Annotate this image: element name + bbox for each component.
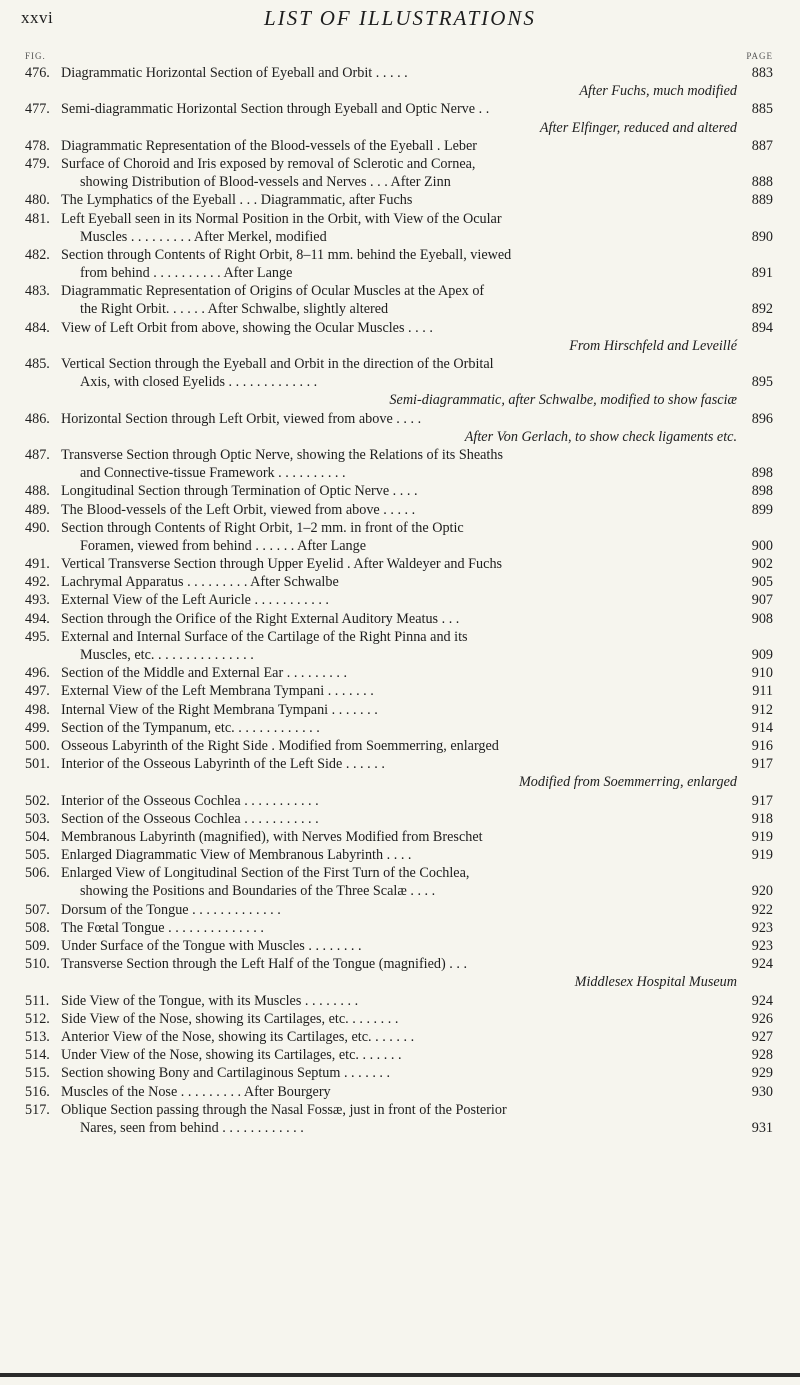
- page-reference: 914: [751, 719, 773, 736]
- page-reference: 927: [751, 1028, 773, 1045]
- entry-line: [25, 300, 773, 318]
- entry-text: The Lymphatics of the Eyeball . . . Diagrammatic, after Fuchs: [61, 192, 413, 209]
- list-item: [25, 846, 773, 864]
- figure-number: 484.: [25, 319, 50, 336]
- list-item: [25, 1064, 773, 1082]
- figure-number: 508.: [25, 919, 50, 936]
- entry-line: [25, 137, 773, 155]
- entry-text: from behind . . . . . . . . . . After Lange: [80, 265, 293, 282]
- page-reference: 920: [751, 883, 773, 900]
- entry-text: showing Distribution of Blood-vessels and Nerves . . . After Zinn: [80, 174, 451, 191]
- page-reference: 898: [751, 465, 773, 482]
- page-reference: 911: [752, 683, 773, 700]
- list-item: [25, 1028, 773, 1046]
- page-reference: 919: [751, 847, 773, 864]
- list-item: [25, 864, 773, 900]
- page-reference: 890: [751, 228, 773, 245]
- entry-line: [25, 64, 773, 82]
- entry-line: [25, 646, 773, 664]
- entry-text: External View of the Left Auricle . . . . . . . . . . .: [61, 592, 329, 609]
- entry-line: [25, 537, 773, 555]
- entry-line: [25, 792, 773, 810]
- entry-text: View of Left Orbit from above, showing the Ocular Muscles . . . .: [61, 319, 433, 336]
- list-item: [25, 792, 773, 810]
- list-item: [25, 682, 773, 700]
- figure-number: 499.: [25, 719, 50, 736]
- figure-number: 495.: [25, 628, 50, 645]
- fig-column-heading: FIG.: [25, 51, 46, 61]
- page-reference: 892: [751, 301, 773, 318]
- list-item: [25, 410, 773, 446]
- page-header: [0, 8, 800, 38]
- entry-line: [25, 628, 773, 646]
- entry-text: Membranous Labyrinth (magnified), with Nerves Modified from Breschet: [61, 828, 483, 845]
- entry-line: [25, 355, 773, 373]
- page-reference: 907: [751, 592, 773, 609]
- attribution: After Fuchs, much modified: [579, 83, 737, 100]
- page-reference: 908: [751, 610, 773, 627]
- list-item: [25, 319, 773, 355]
- attribution: Semi-diagrammatic, after Schwalbe, modified to show fasciæ: [389, 392, 737, 409]
- figure-number: 482.: [25, 246, 50, 263]
- entry-text: Anterior View of the Nose, showing its Cartilages, etc. . . . . . .: [61, 1028, 415, 1045]
- attribution-line: [25, 773, 773, 791]
- entry-text: Diagrammatic Representation of the Blood-vessels of the Eyeball . Leber: [61, 137, 478, 154]
- figure-number: 500.: [25, 737, 50, 754]
- list-item: [25, 1083, 773, 1101]
- entry-line: [25, 919, 773, 937]
- entry-text: Muscles of the Nose . . . . . . . . . After Bourgery: [61, 1083, 331, 1100]
- entry-text: Section through the Orifice of the Right External Auditory Meatus . . .: [61, 610, 460, 627]
- entry-line: [25, 446, 773, 464]
- page-reference: 924: [751, 956, 773, 973]
- figure-number: 479.: [25, 155, 50, 172]
- figure-number: 490.: [25, 519, 50, 536]
- entry-line: [25, 955, 773, 973]
- list-item: [25, 664, 773, 682]
- entry-line: [25, 1083, 773, 1101]
- list-item: [25, 828, 773, 846]
- figure-number: 502.: [25, 792, 50, 809]
- page-reference: 922: [751, 901, 773, 918]
- attribution: Modified from Soemmerring, enlarged: [518, 774, 737, 791]
- figure-number: 480.: [25, 192, 50, 209]
- entry-text: Interior of the Osseous Cochlea . . . . . . . . . . .: [61, 792, 319, 809]
- entry-text: Vertical Section through the Eyeball and Orbit in the direction of the Orbital: [61, 356, 494, 372]
- entry-line: [25, 1101, 773, 1119]
- entry-line: [25, 246, 773, 264]
- entry-text: Transverse Section through the Left Half of the Tongue (magnified) . . .: [61, 956, 468, 973]
- entry-line: [25, 228, 773, 246]
- figure-number: 493.: [25, 592, 50, 609]
- entry-text: Foramen, viewed from behind . . . . . . After Lange: [80, 537, 367, 554]
- entry-text: Internal View of the Right Membrana Tympani . . . . . . .: [61, 701, 378, 718]
- entry-line: [25, 901, 773, 919]
- entry-line: [25, 1046, 773, 1064]
- page-reference: 899: [751, 501, 773, 518]
- figure-number: 476.: [25, 65, 50, 81]
- entry-text: Interior of the Osseous Labyrinth of the Left Side . . . . . .: [61, 756, 385, 773]
- figure-number: 501.: [25, 756, 50, 773]
- entry-text: Section of the Tympanum, etc. . . . . . . . . . . . .: [61, 719, 320, 736]
- entry-line: [25, 373, 773, 391]
- entry-line: [25, 464, 773, 482]
- entry-line: [25, 1064, 773, 1082]
- figure-number: 515.: [25, 1065, 50, 1082]
- entry-line: [25, 864, 773, 882]
- list-item: [25, 137, 773, 155]
- entry-line: [25, 591, 773, 609]
- list-item: [25, 701, 773, 719]
- list-item: [25, 282, 773, 318]
- figure-number: 517.: [25, 1101, 50, 1118]
- entry-text: Under View of the Nose, showing its Cartilages, etc. . . . . . .: [61, 1047, 402, 1064]
- entry-text: Enlarged View of Longitudinal Section of the First Turn of the Cochlea,: [61, 865, 470, 882]
- figure-number: 506.: [25, 865, 50, 882]
- page-reference: 917: [751, 756, 773, 773]
- page-reference: 898: [751, 483, 773, 500]
- entry-text: Section showing Bony and Cartilaginous Septum . . . . . . .: [61, 1065, 391, 1082]
- figure-number: 481.: [25, 210, 50, 227]
- entry-text: Nares, seen from behind . . . . . . . . . . . .: [80, 1119, 304, 1136]
- entry-text: Transverse Section through Optic Nerve, showing the Relations of its Sheaths: [61, 446, 503, 463]
- entry-text: Section of the Osseous Cochlea . . . . . . . . . . .: [61, 810, 319, 827]
- page-reference: 885: [751, 101, 773, 118]
- entry-text: Oblique Section passing through the Nasal Fossæ, just in front of the Posterior: [61, 1101, 507, 1118]
- list-item: [25, 519, 773, 555]
- figure-number: 513.: [25, 1028, 50, 1045]
- page-reference: 929: [751, 1065, 773, 1082]
- page-reference: 912: [751, 701, 773, 718]
- attribution-line: [25, 119, 773, 137]
- page-column-heading: PAGE: [746, 51, 773, 61]
- list-item: [25, 355, 773, 410]
- entry-text: Axis, with closed Eyelids . . . . . . . . . . . . .: [80, 374, 318, 391]
- entry-line: [25, 555, 773, 573]
- figure-number: 514.: [25, 1047, 50, 1064]
- list-item: [25, 591, 773, 609]
- entry-text: External and Internal Surface of the Cartilage of the Right Pinna and its: [61, 628, 468, 645]
- entry-text: Lachrymal Apparatus . . . . . . . . . After Schwalbe: [61, 574, 339, 591]
- page-reference: 891: [751, 265, 773, 282]
- entry-line: [25, 810, 773, 828]
- entry-text: Enlarged Diagrammatic View of Membranous Labyrinth . . . .: [61, 847, 412, 864]
- entry-text: Diagrammatic Representation of Origins of Ocular Muscles at the Apex of: [61, 283, 485, 300]
- page-reference: 918: [751, 810, 773, 827]
- list-item: [25, 901, 773, 919]
- attribution: Middlesex Hospital Museum: [574, 974, 737, 991]
- figure-number: 488.: [25, 483, 50, 500]
- entry-line: [25, 155, 773, 173]
- entry-line: [25, 191, 773, 209]
- page-reference: 930: [751, 1083, 773, 1100]
- figure-number: 505.: [25, 847, 50, 864]
- page-reference: 909: [751, 647, 773, 663]
- entry-text: Horizontal Section through Left Orbit, viewed from above . . . .: [61, 410, 422, 427]
- entry-text: Vertical Transverse Section through Upper Eyelid . After Waldeyer and Fuchs: [61, 556, 503, 573]
- entry-text: Muscles, etc. . . . . . . . . . . . . . .: [80, 647, 254, 663]
- figure-number: 485.: [25, 356, 50, 372]
- figure-number: 483.: [25, 283, 50, 300]
- entry-line: [25, 519, 773, 537]
- entry-line: [25, 1010, 773, 1028]
- entry-text: the Right Orbit. . . . . . After Schwalbe, slightly altered: [80, 301, 389, 318]
- entry-line: [25, 828, 773, 846]
- figure-number: 512.: [25, 1010, 50, 1027]
- entry-line: [25, 100, 773, 118]
- figure-number: 511.: [25, 992, 50, 1009]
- page-reference: 923: [751, 919, 773, 936]
- page-reference: 924: [751, 992, 773, 1009]
- page-reference: 889: [751, 192, 773, 209]
- page-reference: 887: [751, 137, 773, 154]
- list-item: [25, 1101, 773, 1137]
- figure-number: 496.: [25, 665, 50, 682]
- entry-line: [25, 701, 773, 719]
- entry-line: [25, 719, 773, 737]
- list-item: [25, 992, 773, 1010]
- list-item: [25, 482, 773, 500]
- entry-line: [25, 755, 773, 773]
- entry-text: Section of the Middle and External Ear . . . . . . . . .: [61, 665, 348, 682]
- page-reference: 917: [751, 792, 773, 809]
- page-reference: 931: [751, 1119, 773, 1136]
- entry-text: Left Eyeball seen in its Normal Position in the Orbit, with View of the Ocular: [61, 210, 502, 227]
- page-reference: 928: [751, 1047, 773, 1064]
- entry-text: Longitudinal Section through Termination of Optic Nerve . . . .: [61, 483, 418, 500]
- figure-number: 507.: [25, 901, 50, 918]
- figure-number: 498.: [25, 701, 50, 718]
- entry-line: [25, 410, 773, 428]
- list-item: [25, 955, 773, 991]
- page-reference: 888: [751, 174, 773, 191]
- attribution-line: [25, 973, 773, 991]
- page-reference: 923: [751, 938, 773, 954]
- list-item: [25, 100, 773, 136]
- list-item: [25, 191, 773, 209]
- entry-line: [25, 737, 773, 755]
- illustration-list: [25, 64, 773, 1137]
- entry-text: External View of the Left Membrana Tympani . . . . . . .: [61, 683, 374, 700]
- list-item: [25, 210, 773, 246]
- entry-line: [25, 282, 773, 300]
- list-item: [25, 155, 773, 191]
- entry-line: [25, 482, 773, 500]
- figure-number: 497.: [25, 683, 50, 700]
- entry-text: Section through Contents of Right Orbit, 8–11 mm. behind the Eyeball, viewed: [61, 246, 512, 263]
- entry-line: [25, 992, 773, 1010]
- attribution-line: [25, 337, 773, 355]
- figure-number: 477.: [25, 101, 50, 118]
- entry-line: [25, 210, 773, 228]
- entry-text: Surface of Choroid and Iris exposed by removal of Sclerotic and Cornea,: [61, 155, 476, 172]
- list-item: [25, 810, 773, 828]
- entry-line: [25, 264, 773, 282]
- bottom-rule: [0, 1373, 800, 1377]
- entry-text: The Fœtal Tongue . . . . . . . . . . . . . .: [61, 919, 264, 936]
- list-item: [25, 573, 773, 591]
- entry-text: Semi-diagrammatic Horizontal Section through Eyeball and Optic Nerve . .: [61, 101, 490, 118]
- list-item: [25, 719, 773, 737]
- figure-number: 503.: [25, 810, 50, 827]
- figure-number: 489.: [25, 501, 50, 518]
- page-reference: 902: [751, 556, 773, 573]
- figure-number: 487.: [25, 446, 50, 463]
- entry-line: [25, 173, 773, 191]
- list-item: [25, 1046, 773, 1064]
- entry-line: [25, 937, 773, 955]
- entry-line: [25, 573, 773, 591]
- entry-line: [25, 846, 773, 864]
- entry-text: Side View of the Tongue, with its Muscles . . . . . . . .: [61, 992, 359, 1009]
- entry-text: Under Surface of the Tongue with Muscles . . . . . . . .: [61, 938, 362, 954]
- figure-number: 494.: [25, 610, 50, 627]
- column-headings: [25, 51, 773, 65]
- figure-number: 486.: [25, 410, 50, 427]
- figure-number: 478.: [25, 137, 50, 154]
- list-item: [25, 755, 773, 791]
- entry-text: and Connective-tissue Framework . . . . . . . . . .: [80, 465, 346, 482]
- entry-line: [25, 610, 773, 628]
- attribution: After Elfinger, reduced and altered: [539, 119, 737, 136]
- attribution-line: [25, 428, 773, 446]
- entry-text: Side View of the Nose, showing its Cartilages, etc. . . . . . . .: [61, 1010, 399, 1027]
- page-reference: 900: [751, 537, 773, 554]
- running-title: LIST OF ILLUSTRATIONS: [264, 6, 536, 30]
- page-reference: 896: [751, 410, 773, 427]
- list-item: [25, 446, 773, 482]
- figure-number: 510.: [25, 956, 50, 973]
- list-item: [25, 246, 773, 282]
- page-reference: 910: [751, 665, 773, 682]
- entry-line: [25, 664, 773, 682]
- page-reference: 926: [751, 1010, 773, 1027]
- entry-line: [25, 501, 773, 519]
- figure-number: 504.: [25, 828, 50, 845]
- entry-text: showing the Positions and Boundaries of the Three Scalæ . . . .: [80, 883, 436, 900]
- entry-text: Dorsum of the Tongue . . . . . . . . . . . . .: [61, 901, 281, 918]
- list-item: [25, 737, 773, 755]
- list-item: [25, 937, 773, 955]
- list-item: [25, 501, 773, 519]
- page-number: xxvi: [21, 8, 54, 27]
- list-item: [25, 628, 773, 664]
- figure-number: 491.: [25, 556, 50, 573]
- entry-text: Section through Contents of Right Orbit, 1–2 mm. in front of the Optic: [61, 519, 464, 536]
- entry-line: [25, 682, 773, 700]
- page-reference: 919: [751, 828, 773, 845]
- list-item: [25, 610, 773, 628]
- entry-line: [25, 1028, 773, 1046]
- entry-text: Diagrammatic Horizontal Section of Eyeball and Orbit . . . . .: [61, 65, 408, 81]
- attribution: After Von Gerlach, to show check ligaments etc.: [464, 428, 737, 445]
- entry-text: The Blood-vessels of the Left Orbit, viewed from above . . . . .: [61, 501, 416, 518]
- figure-number: 492.: [25, 574, 50, 591]
- page-reference: 905: [751, 574, 773, 591]
- list-item: [25, 555, 773, 573]
- attribution: From Hirschfeld and Leveillé: [569, 337, 737, 354]
- attribution-line: [25, 82, 773, 100]
- attribution-line: [25, 391, 773, 409]
- page-reference: 895: [751, 374, 773, 391]
- entry-text: Muscles . . . . . . . . . After Merkel, modified: [80, 228, 327, 245]
- figure-number: 509.: [25, 938, 50, 954]
- page-reference: 916: [751, 737, 773, 754]
- list-item: [25, 1010, 773, 1028]
- entry-line: [25, 319, 773, 337]
- figure-number: 516.: [25, 1083, 50, 1100]
- entry-text: Osseous Labyrinth of the Right Side . Modified from Soemmerring, enlarged: [61, 737, 499, 754]
- entry-line: [25, 882, 773, 900]
- entry-line: [25, 1119, 773, 1137]
- list-item: [25, 64, 773, 100]
- list-item: [25, 919, 773, 937]
- page-reference: 883: [751, 65, 773, 81]
- page-reference: 894: [751, 319, 773, 336]
